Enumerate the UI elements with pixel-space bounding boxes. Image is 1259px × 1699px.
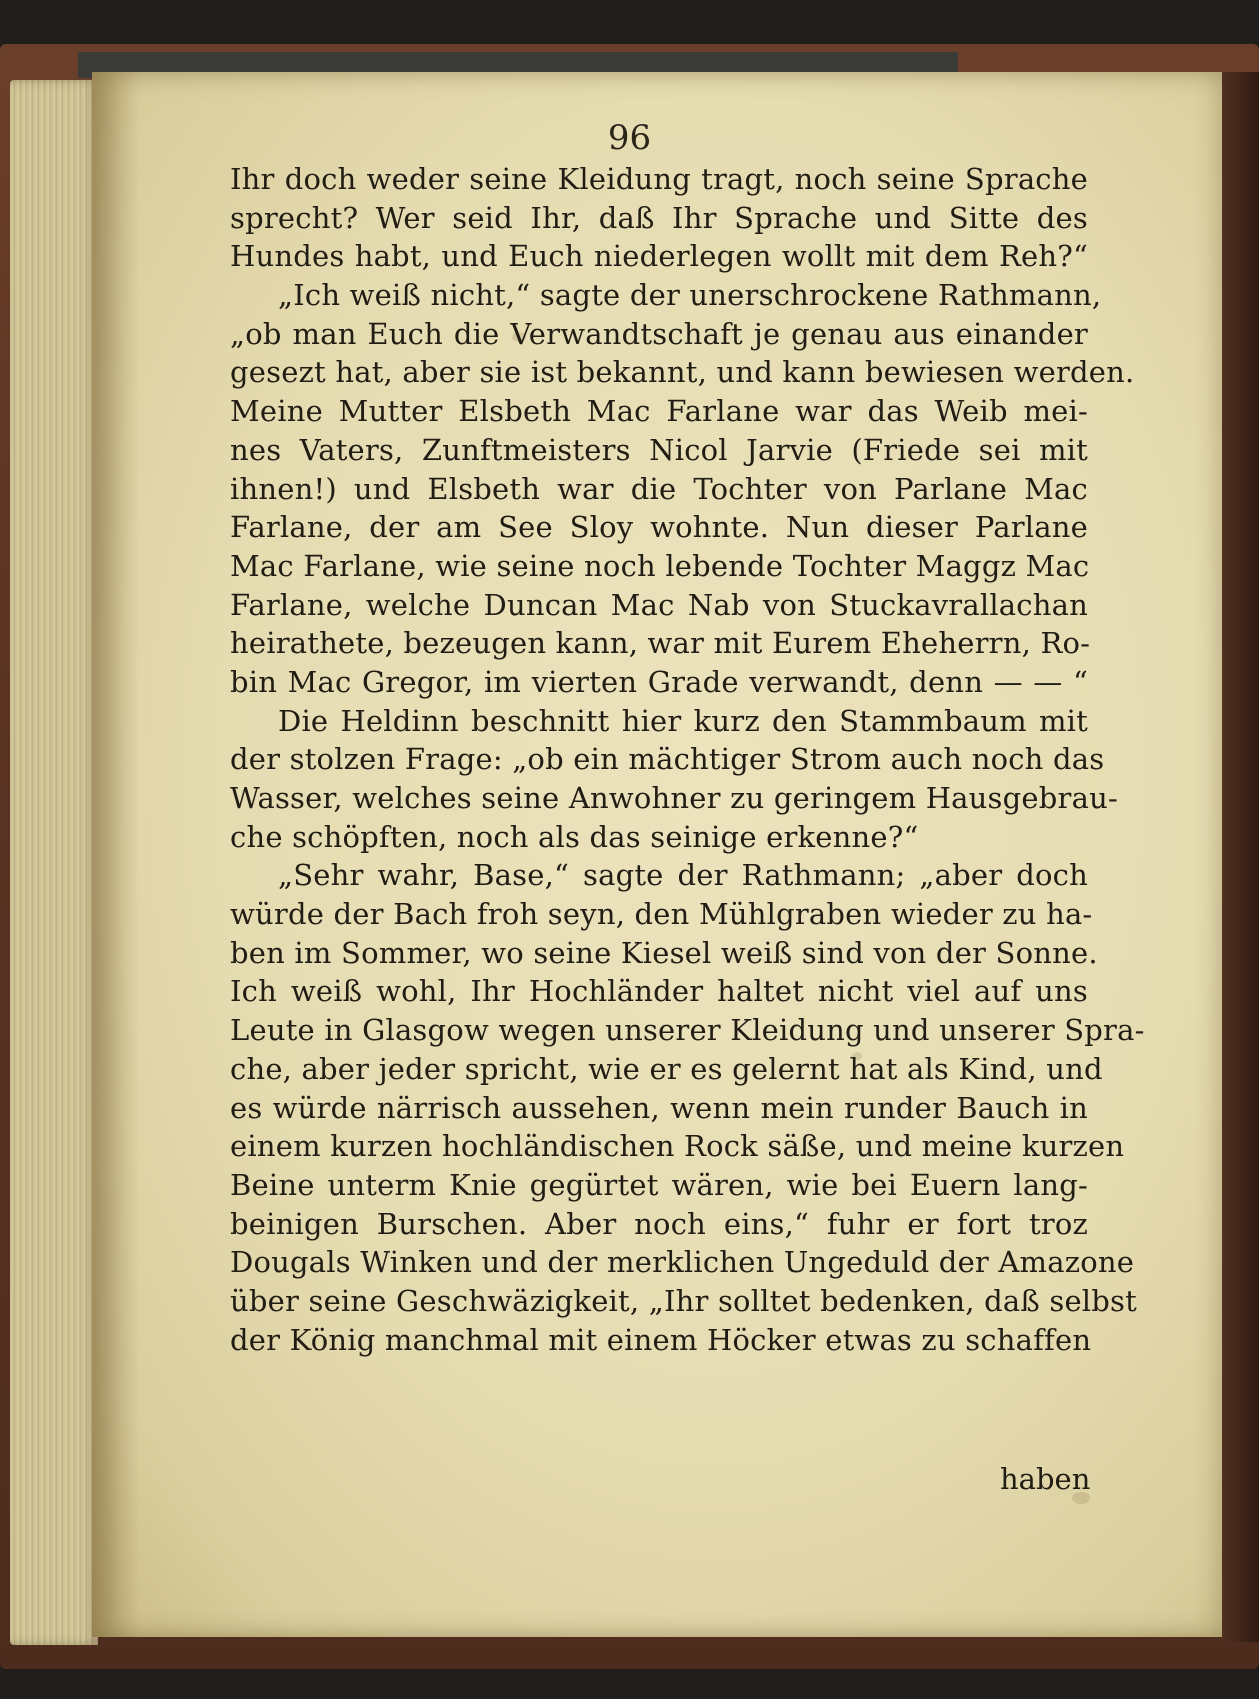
text-line: „ob man Euch die Verwandtschaft je genau aus einander <box>230 316 1088 351</box>
text-line: gesezt hat, aber sie ist bekannt, und kann bewiesen werden. <box>230 355 1135 390</box>
text-line: einem kurzen hochländischen Rock säße, und meine kurzen <box>230 1129 1125 1164</box>
text-line: heirathete, bezeugen kann, war mit Eurem Eheherrn, Ro- <box>230 626 1091 661</box>
text-line: Leute in Glasgow wegen unserer Kleidung und unserer Spra- <box>230 1013 1145 1048</box>
text-line: Dougals Winken und der merklichen Ungeduld der Amazone <box>230 1245 1135 1280</box>
text-line: der stolzen Frage: „ob ein mächtiger Strom auch noch das <box>230 742 1105 777</box>
text-line: ben im Sommer, wo seine Kiesel weiß sind von der Sonne. <box>230 935 1098 970</box>
text-line: Die Heldinn beschnitt hier kurz den Stammbaum mit <box>278 703 1088 738</box>
text-line: Meine Mutter Elsbeth Mac Farlane war das Weib mei- <box>230 394 1088 429</box>
text-line: „Sehr wahr, Base,“ sagte der Rathmann; „aber doch <box>278 858 1088 893</box>
text-line: es würde närrisch aussehen, wenn mein runder Bauch in <box>230 1090 1088 1125</box>
text-line: „Ich weiß nicht,“ sagte der unerschrockene Rathmann, <box>278 278 1102 313</box>
text-line: Ihr doch weder seine Kleidung tragt, noch seine Sprache <box>230 162 1088 196</box>
text-line: Hundes habt, und Euch niederlegen wollt mit dem Reh?“ <box>230 239 1088 274</box>
cover-edge-right <box>1222 72 1259 1642</box>
gutter-shadow <box>92 72 140 1637</box>
text-line: nes Vaters, Zunftmeisters Nicol Jarvie (Friede sei mit <box>230 432 1088 467</box>
text-line: Ich weiß wohl, Ihr Hochländer haltet nicht viel auf uns <box>230 974 1088 1009</box>
catchword: haben <box>1000 1462 1091 1496</box>
page-number: 96 <box>607 118 652 158</box>
page-stack-left <box>10 80 98 1645</box>
text-line: Farlane, der am See Sloy wohnte. Nun dieser Parlane <box>230 510 1088 545</box>
text-line: Farlane, welche Duncan Mac Nab von Stuckavrallachan <box>230 587 1088 622</box>
text-line: ihnen!) und Elsbeth war die Tochter von Parlane Mac <box>230 471 1088 506</box>
text-line: beinigen Burschen. Aber noch eins,“ fuhr er fort troz <box>230 1206 1088 1241</box>
text-line: che, aber jeder spricht, wie er es gelernt hat als Kind, und <box>230 1051 1103 1086</box>
body-text <box>230 160 1145 1359</box>
text-line: che schöpften, noch als das seinige erkenne?“ <box>230 819 919 854</box>
text-line: Beine unterm Knie gegürtet wären, wie bei Euern lang- <box>230 1167 1088 1202</box>
text-line: sprecht? Wer seid Ihr, daß Ihr Sprache und Sitte des <box>230 200 1088 235</box>
text-line: würde der Bach froh seyn, den Mühlgraben wieder zu ha- <box>230 897 1093 932</box>
text-line: der König manchmal mit einem Höcker etwas zu schaffen <box>230 1322 1092 1357</box>
text-line: Wasser, welches seine Anwohner zu geringem Hausgebrau- <box>230 781 1118 815</box>
text-line: bin Mac Gregor, im vierten Grade verwandt, denn — — “ <box>230 664 1088 699</box>
text-line: über seine Geschwäzigkeit, „Ihr solltet bedenken, daß selbst <box>230 1283 1137 1318</box>
text-line: Mac Farlane, wie seine noch lebende Tochter Maggz Mac <box>230 548 1090 583</box>
